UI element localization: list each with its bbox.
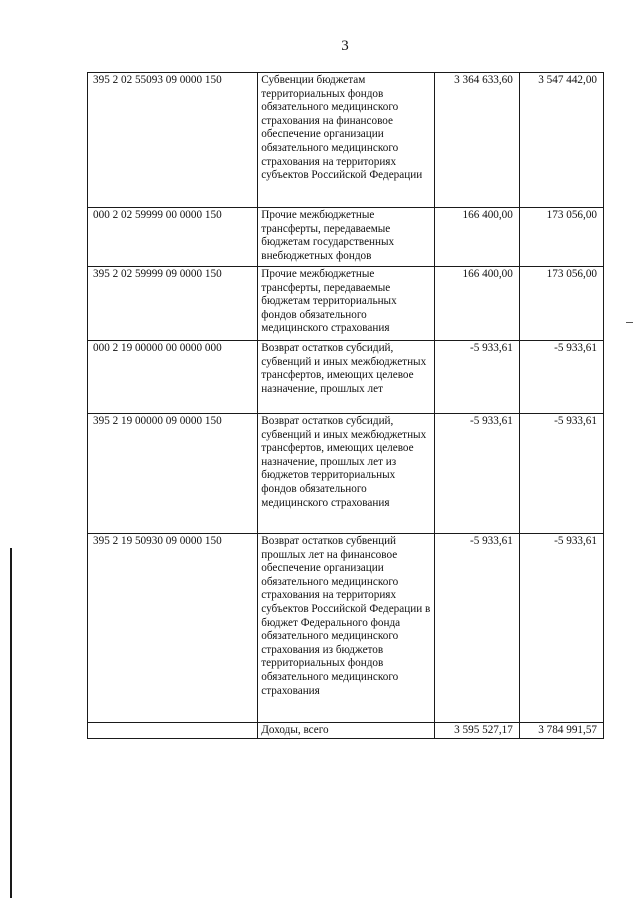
amount-year-1-cell: -5 933,61	[434, 341, 519, 414]
amount-year-2-cell: 173 056,00	[519, 208, 603, 267]
description-cell: Субвенции бюджетам территориальных фондов обязательного медицинского страхования на финансовое обеспечение организации обязательного медицинского страхования на территориях субъектов Российской Федерации	[258, 73, 434, 208]
budget-code-cell: 395 2 19 50930 09 0000 150	[88, 534, 258, 723]
page-number: 3	[341, 38, 349, 54]
amount-year-1-cell: 3 364 633,60	[434, 73, 519, 208]
table-row	[88, 414, 604, 534]
description-cell: Возврат остатков субсидий, субвенций и иных межбюджетных трансфертов, имеющих целевое назначение, прошлых лет	[258, 341, 434, 414]
table-row	[88, 341, 604, 414]
description-cell: Возврат остатков субвенций прошлых лет на финансовое обеспечение организации обязательного медицинского страхования на территориях субъектов Российской Федерации в бюджет Федерального фонда обязательного медицинского страхования из бюджетов территориальных фондов обязательного медицинского страхования	[258, 534, 434, 723]
amount-year-1-cell: 166 400,00	[434, 208, 519, 267]
amount-year-2-cell: -5 933,61	[519, 341, 603, 414]
budget-code-cell: 395 2 02 55093 09 0000 150	[88, 73, 258, 208]
total-year-1-cell: 3 595 527,17	[434, 723, 519, 739]
total-label-cell: Доходы, всего	[258, 723, 434, 739]
amount-year-1-cell: -5 933,61	[434, 414, 519, 534]
table-row	[88, 534, 604, 723]
scan-edge-mark	[626, 322, 633, 323]
budget-code-cell: 395 2 19 00000 09 0000 150	[88, 414, 258, 534]
table-row	[88, 73, 604, 208]
revenue-table	[87, 72, 604, 739]
description-cell: Прочие межбюджетные трансферты, передаваемые бюджетам территориальных фондов обязательного медицинского страхования	[258, 267, 434, 341]
amount-year-2-cell: 3 547 442,00	[519, 73, 603, 208]
amount-year-2-cell: 173 056,00	[519, 267, 603, 341]
budget-code-cell: 395 2 02 59999 09 0000 150	[88, 267, 258, 341]
amount-year-2-cell: -5 933,61	[519, 414, 603, 534]
amount-year-2-cell: -5 933,61	[519, 534, 603, 723]
scan-margin-line	[10, 548, 12, 898]
amount-year-1-cell: -5 933,61	[434, 534, 519, 723]
table-row	[88, 208, 604, 267]
total-year-2-cell: 3 784 991,57	[519, 723, 603, 739]
budget-code-cell: 000 2 19 00000 00 0000 000	[88, 341, 258, 414]
amount-year-1-cell: 166 400,00	[434, 267, 519, 341]
total-row	[88, 723, 604, 739]
budget-code-cell	[88, 723, 258, 739]
table-row	[88, 267, 604, 341]
description-cell: Возврат остатков субсидий, субвенций и иных межбюджетных трансфертов, имеющих целевое назначение, прошлых лет из бюджетов территориальных фондов обязательного медицинского страхования	[258, 414, 434, 534]
description-cell: Прочие межбюджетные трансферты, передаваемые бюджетам государственных внебюджетных фондов	[258, 208, 434, 267]
budget-code-cell: 000 2 02 59999 00 0000 150	[88, 208, 258, 267]
